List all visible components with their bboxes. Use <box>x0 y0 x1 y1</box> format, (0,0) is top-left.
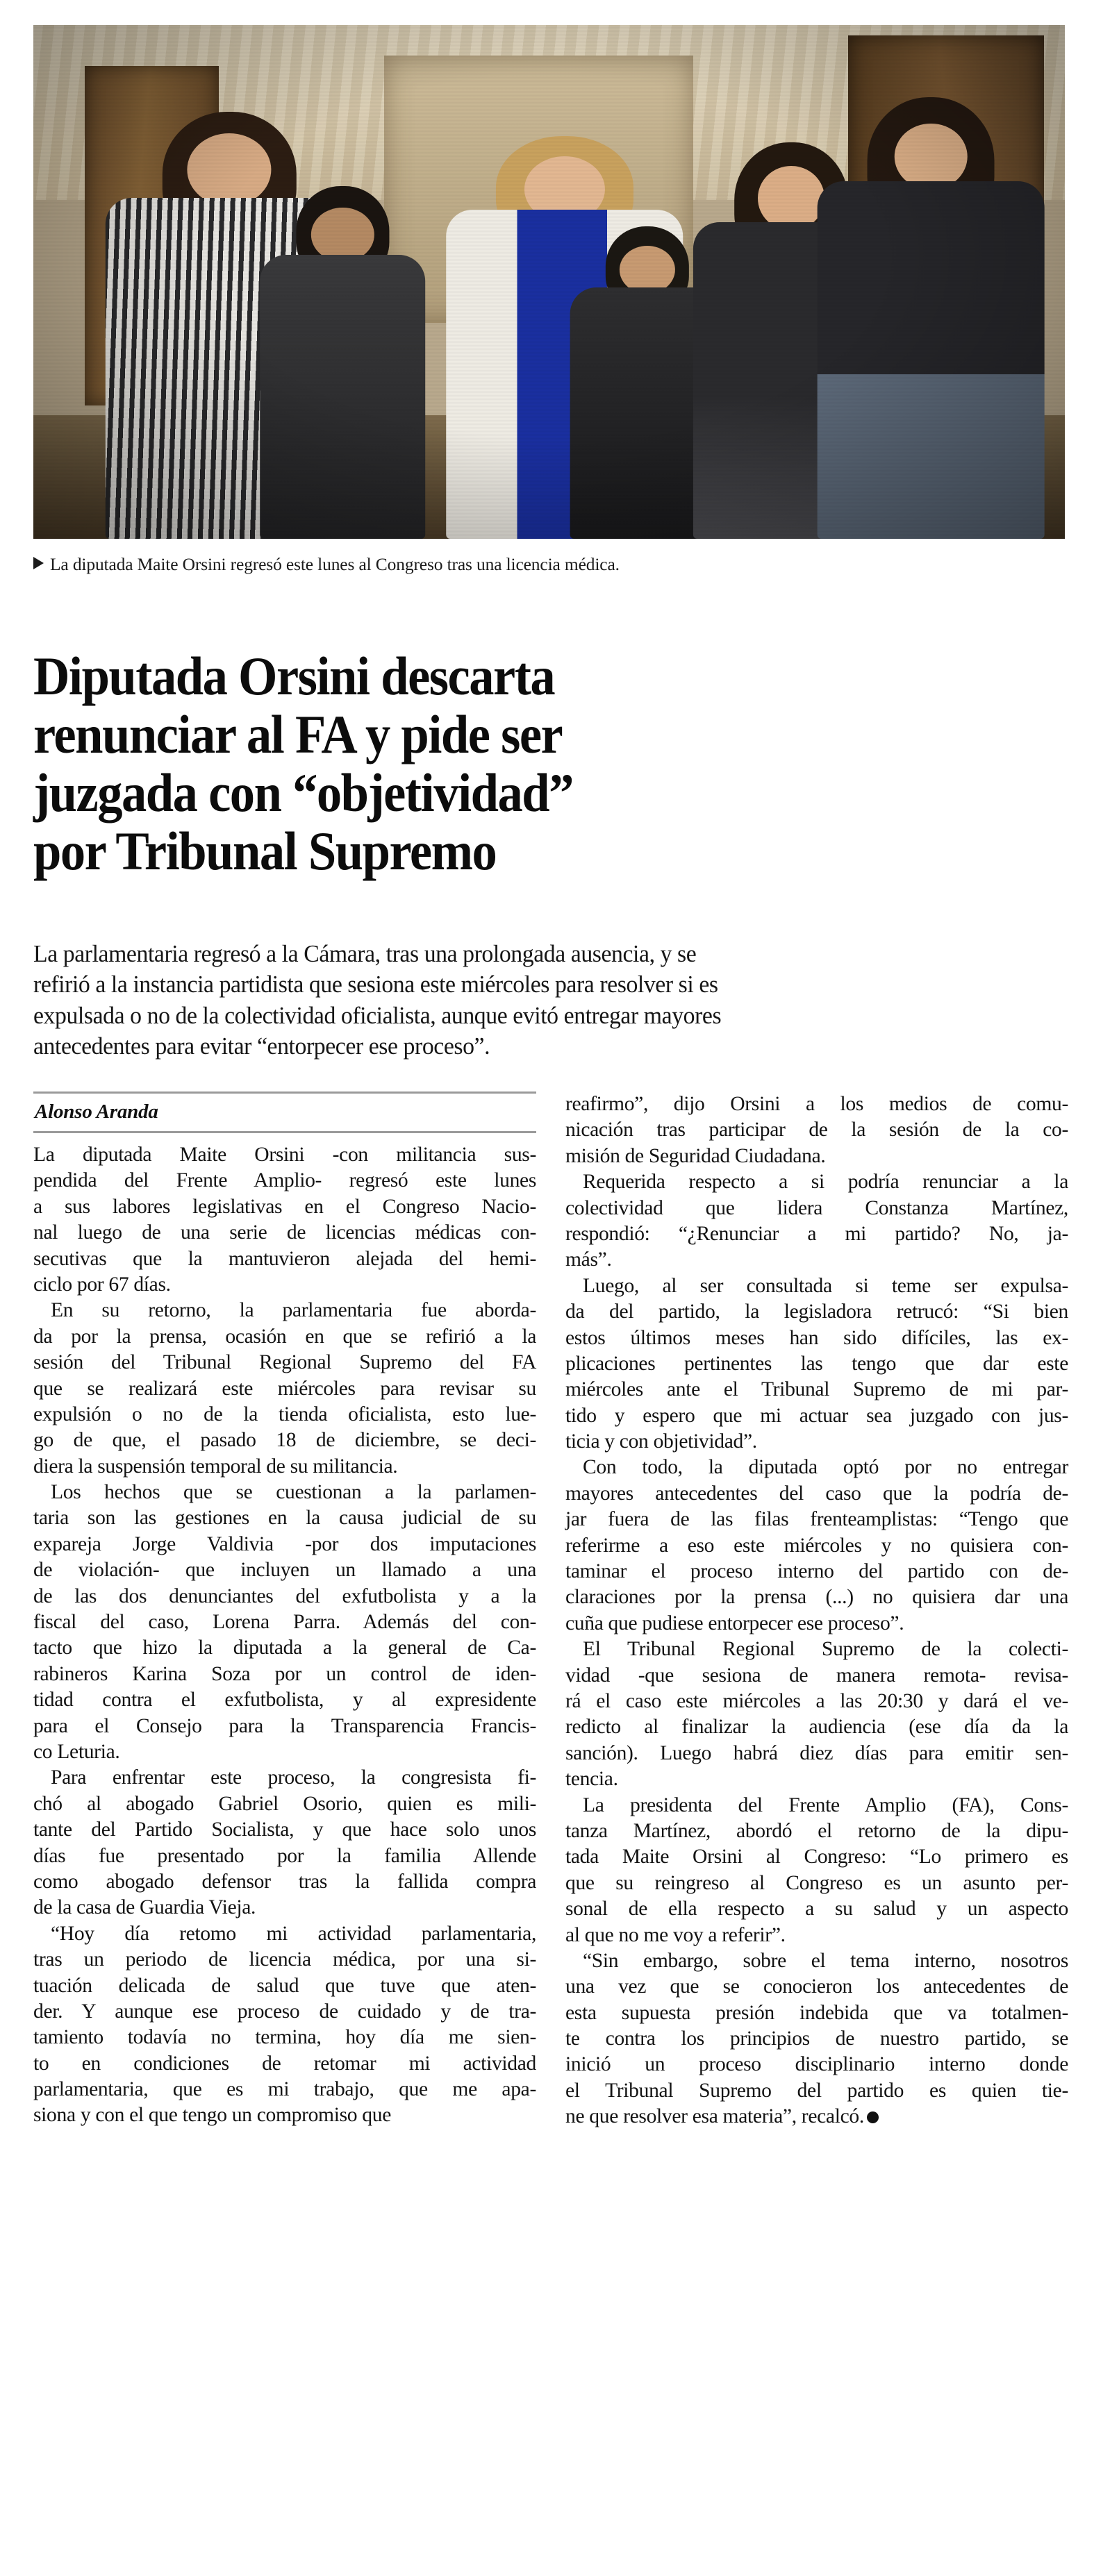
body-line: tidad contra el exfutbolista, y al expresidente <box>33 1689 536 1712</box>
byline-block <box>33 1092 536 1133</box>
article-standfirst <box>33 939 1032 1062</box>
body-line: nal luego de una serie de licencias médicas con- <box>33 1221 536 1244</box>
body-line: una vez que se conocieron los antecedentes de <box>565 1975 1068 1998</box>
body-line: de violación- que incluyen un llamado a una <box>33 1559 536 1582</box>
body-line: der. Y aunque ese proceso de cuidado y de tra- <box>33 2000 536 2023</box>
body-line: respondió: “¿Renunciar a mi partido? No, ja- <box>565 1222 1068 1245</box>
body-line: taminar el proceso interno del partido con de- <box>565 1560 1068 1583</box>
photo-vignette <box>33 25 1065 539</box>
body-line: rá el caso este miércoles a las 20:30 y dará el ve- <box>565 1689 1068 1712</box>
body-line: días fue presentado por la familia Allende <box>33 1844 536 1867</box>
body-line: Requerida respecto a si podría renunciar a la <box>583 1171 1068 1194</box>
end-of-article-mark <box>867 2111 879 2123</box>
body-line: a sus labores legislativas en el Congreso Nacio- <box>33 1195 536 1218</box>
body-line: tacto que hizo la diputada a la general de Ca- <box>33 1637 536 1659</box>
body-line: el Tribunal Supremo del partido es quien tie- <box>565 2079 1068 2102</box>
body-line: “Sin embargo, sobre el tema interno, nosotros <box>583 1949 1068 1972</box>
body-line: tencia. <box>565 1768 618 1791</box>
page-title <box>33 647 847 880</box>
body-line: tamiento todavía no termina, hoy día me sien- <box>33 2026 536 2049</box>
article-photo <box>33 25 1065 539</box>
body-line: que se realizará este miércoles para revisar su <box>33 1377 536 1400</box>
column-right <box>565 1092 1068 2564</box>
body-line: taria son las gestiones en la causa judicial de su <box>33 1507 536 1530</box>
body-line: da del partido, la legisladora retrucó: “Si bien <box>565 1300 1068 1323</box>
body-line: secutivas que la mantuvieron alejada del hemi- <box>33 1247 536 1270</box>
body-line: fiscal del caso, Lorena Parra. Además del con- <box>33 1611 536 1634</box>
body-line: co Leturia. <box>33 1740 120 1763</box>
body-line: “Hoy día retomo mi actividad parlamentaria, <box>51 1922 536 1945</box>
headline-line: juzgada con “objetividad” <box>33 762 573 823</box>
body-line: Los hechos que se cuestionan a la parlamen- <box>51 1481 536 1504</box>
body-line: go de que, el pasado 18 de diciembre, se deci- <box>33 1429 536 1452</box>
body-line: nicación tras participar de la sesión de la co- <box>565 1119 1068 1141</box>
caption-text: La diputada Maite Orsini regresó este lunes al Congreso tras una licencia médica. <box>50 554 620 574</box>
body-line: reafirmo”, dijo Orsini a los medios de comu- <box>565 1093 1068 1115</box>
body-line: tido y espero que mi actuar sea juzgado con jus- <box>565 1404 1068 1427</box>
body-line: to en condiciones de retomar mi actividad <box>33 2052 536 2075</box>
body-line: sanción). Luego habrá diez días para emitir sen- <box>565 1741 1068 1764</box>
body-line: diera la suspensión temporal de su militancia. <box>33 1455 398 1478</box>
body-line: rabineros Karina Soza por un control de iden- <box>33 1662 536 1685</box>
body-line: La presidenta del Frente Amplio (FA), Cons- <box>583 1793 1068 1816</box>
deck-line: refirió a la instancia partidista que sesiona este miércoles para resolver si es <box>33 971 718 998</box>
body-line: al que no me voy a referir”. <box>565 1923 786 1946</box>
body-line: de las dos denunciantes del exfutbolista y a la <box>33 1584 536 1607</box>
body-line: referirme a eso este miércoles y no quisiera con- <box>565 1534 1068 1557</box>
body-line: ticia y con objetividad”. <box>565 1430 757 1453</box>
body-line: tada Maite Orsini al Congreso: “Lo primero es <box>565 1846 1068 1868</box>
body-line: tuación delicada de salud que tuve que aten- <box>33 1974 536 1997</box>
deck-line: antecedentes para evitar “entorpecer ese proceso”. <box>33 1032 490 1060</box>
body-line: tante del Partido Socialista, y que hace solo unos <box>33 1818 536 1841</box>
body-line: vidad -que sesiona de manera remota- revisa- <box>565 1664 1068 1687</box>
body-line: mayores antecedentes del caso que la podría de- <box>565 1482 1068 1505</box>
body-line: colectividad que lidera Constanza Martínez, <box>565 1196 1068 1219</box>
body-line: Luego, al ser consultada si teme ser expulsa- <box>583 1274 1068 1297</box>
body-line: da por la prensa, ocasión en que se refirió a la <box>33 1325 536 1348</box>
body-line: El Tribunal Regional Supremo de la colecti- <box>583 1638 1068 1661</box>
body-line: miércoles ante el Tribunal Supremo de mi par- <box>565 1378 1068 1401</box>
deck-line: La parlamentaria regresó a la Cámara, tras una prolongada ausencia, y se <box>33 940 697 967</box>
body-line: te contra los principios de nuestro partido, se <box>565 2027 1068 2050</box>
headline-line: renunciar al FA y pide ser <box>33 704 563 765</box>
body-line: chó al abogado Gabriel Osorio, quien es mili- <box>33 1792 536 1815</box>
body-line: plicaciones pertinentes las tengo que dar este <box>565 1352 1068 1375</box>
body-line: misión de Seguridad Ciudadana. <box>565 1144 826 1167</box>
body-line: tanza Martínez, abordó el retorno de la dipu- <box>565 1819 1068 1842</box>
body-line: redicto al finalizar la audiencia (ese día da la <box>565 1716 1068 1739</box>
body-line: para el Consejo para la Transparencia Francis- <box>33 1714 536 1737</box>
body-line: Para enfrentar este proceso, la congresista fi- <box>51 1766 536 1789</box>
body-line: de la casa de Guardia Vieja. <box>33 1896 256 1919</box>
deck-line: expulsada o no de la colectividad oficialista, aunque evitó entregar mayores <box>33 1001 722 1029</box>
column-right-text <box>565 1092 1068 2130</box>
body-line: En su retorno, la parlamentaria fue aborda- <box>51 1299 536 1322</box>
body-line: expulsión o no de la tienda oficialista, esto lue- <box>33 1403 536 1425</box>
body-line: tras un periodo de licencia médica, por una si- <box>33 1948 536 1971</box>
body-line: siona y con el que tengo un compromiso que <box>33 2104 392 2127</box>
body-line: más”. <box>565 1248 612 1271</box>
body-line: que su reingreso al Congreso es un asunto per- <box>565 1871 1068 1894</box>
body-line: La diputada Maite Orsini -con militancia sus- <box>33 1144 536 1166</box>
body-line: claraciones por la prensa (...) no quisiera dar una <box>565 1586 1068 1609</box>
body-line: estos últimos meses han sido difíciles, las ex- <box>565 1326 1068 1349</box>
headline-line: por Tribunal Supremo <box>33 820 497 881</box>
byline-author: Alonso Aranda <box>35 1101 158 1123</box>
body-line: esta supuesta presión indebida que va totalmen- <box>565 2001 1068 2024</box>
body-line: pendida del Frente Amplio- regresó este lunes <box>33 1169 536 1192</box>
triangle-bullet-icon <box>33 557 44 569</box>
byline-rule-bottom <box>33 1131 536 1133</box>
column-left <box>33 1092 536 2564</box>
body-line: jar fuera de las filas frenteamplistas: “Tengo que <box>565 1508 1068 1531</box>
body-line: sonal de ella respecto a su salud y un aspecto <box>565 1898 1068 1921</box>
body-line: inició un proceso disciplinario interno donde <box>565 2053 1068 2076</box>
photo-caption <box>33 554 1065 574</box>
body-line: expareja Jorge Valdivia -por dos imputaciones <box>33 1532 536 1555</box>
body-line: ciclo por 67 días. <box>33 1273 171 1296</box>
body-line: cuña que pudiese entorpecer ese proceso”. <box>565 1612 904 1634</box>
body-line: parlamentaria, que es mi trabajo, que me apa- <box>33 2078 536 2101</box>
body-line: Con todo, la diputada optó por no entregar <box>583 1456 1068 1479</box>
column-left-text <box>33 1142 536 2129</box>
body-line: ne que resolver esa materia”, recalcó. <box>565 2104 1068 2130</box>
body-line: sesión del Tribunal Regional Supremo del FA <box>33 1351 536 1374</box>
headline-line: Diputada Orsini descarta <box>33 646 555 707</box>
body-line: como abogado defensor tras la fallida compra <box>33 1870 536 1893</box>
photo-scene <box>33 25 1065 539</box>
article-body <box>33 1092 1068 2564</box>
